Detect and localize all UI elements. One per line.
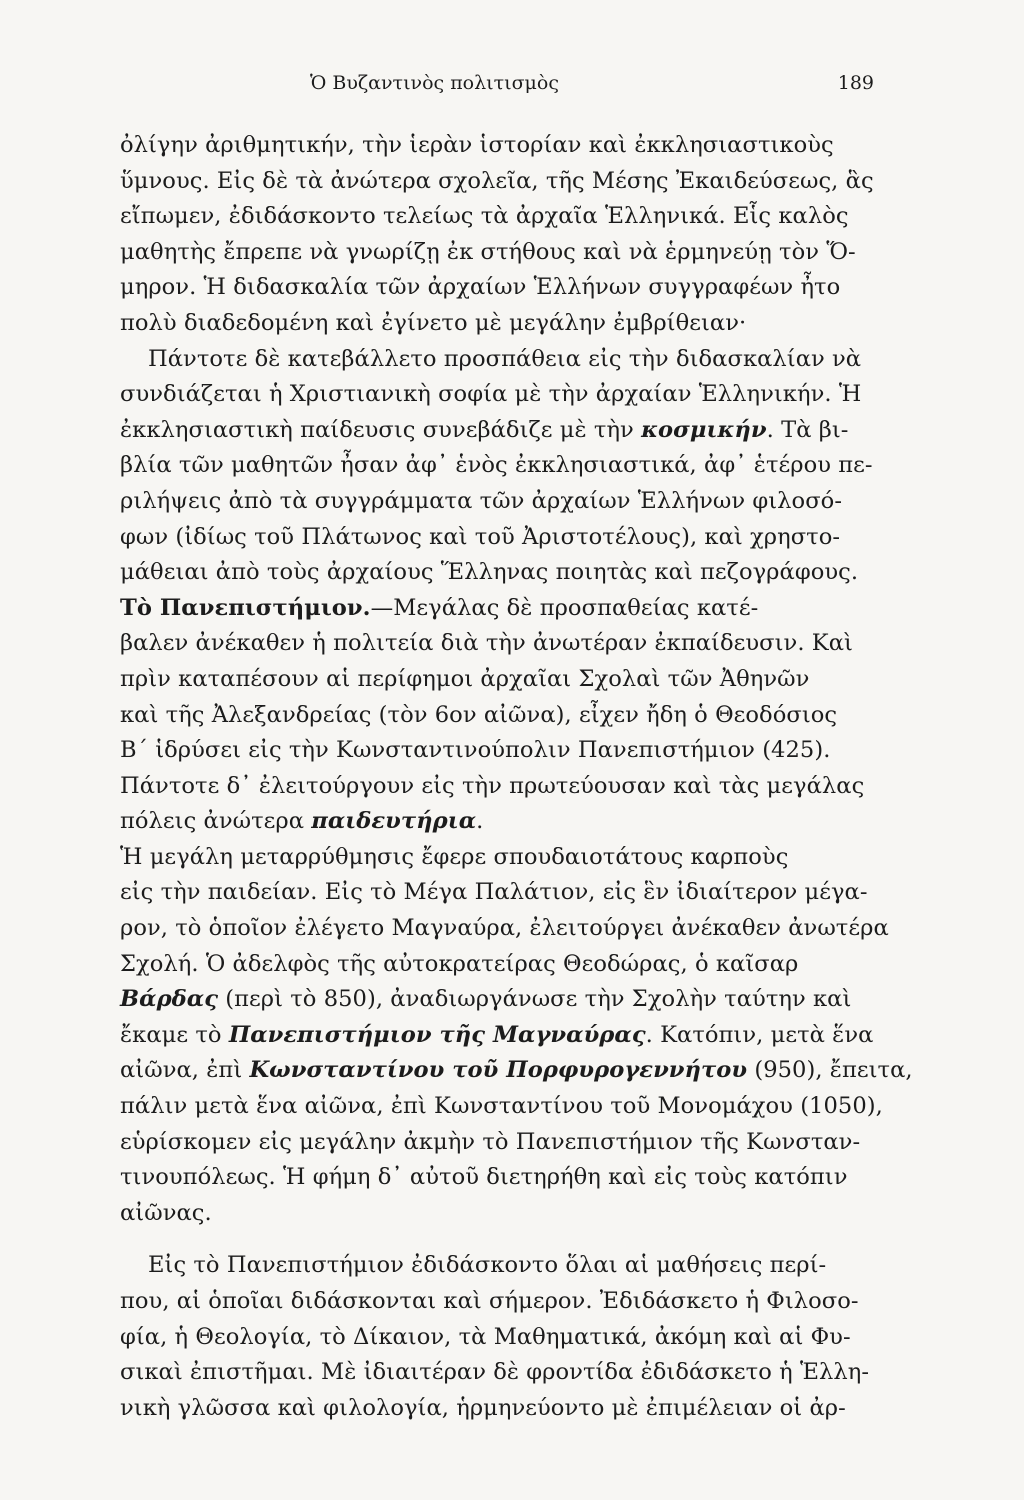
text-line: ἐκκλησιαστικὴ παίδευσις συνεβάδιζε μὲ τὴν κοσμικήν. Τὰ βι- (120, 416, 849, 443)
text-line: Πάντοτε δὲ κατεβάλλετο προσπάθεια εἰς τὴν διδασκαλίαν νὰ (148, 345, 862, 372)
text-line: καὶ τῆς Ἀλεξανδρείας (τὸν 6ον αἰῶνα), εἶχεν ἤδη ὁ Θεοδόσιος (120, 701, 838, 728)
text-line: συνδιάζεται ἡ Χριστιανικὴ σοφία μὲ τὴν ἀρχαίαν Ἑλληνικήν. Ἡ (120, 381, 862, 408)
text-line: πολὺ διαδεδομένη καὶ ἐγίνετο μὲ μεγάλην ἐμβρίθειαν· (120, 309, 747, 336)
text-line: Τὸ Πανεπιστήμιον.—Μεγάλας δὲ προσπαθείας κατέ- (120, 594, 759, 621)
text-line: τινουπόλεως. Ἡ φήμη δ᾽ αὐτοῦ διετηρήθη καὶ εἰς τοὺς κατόπιν (120, 1164, 848, 1191)
text-line: Βάρδας (περὶ τὸ 850), ἀναδιωργάνωσε τὴν Σχολὴν ταύτην καὶ (120, 986, 852, 1013)
text-line: εἴπωμεν, ἐδιδάσκοντο τελείως τὰ ἀρχαῖα Ἑλληνικά. Εἷς καλὸς (120, 203, 849, 230)
text-line: πρὶν καταπέσουν αἱ περίφημοι ἀρχαῖαι Σχολαὶ τῶν Ἀθηνῶν (120, 665, 810, 692)
text-line: εὑρίσκομεν εἰς μεγάλην ἀκμὴν τὸ Πανεπιστήμιον τῆς Κωνσταν- (120, 1128, 861, 1155)
text-line: Β΄ ἱδρύσει εἰς τὴν Κωνσταντινούπολιν Πανεπιστήμιον (425). (120, 737, 831, 764)
text-line: Πάντοτε δ᾽ ἐλειτούργουν εἰς τὴν πρωτεύουσαν καὶ τὰς μεγάλας (120, 772, 865, 799)
text-line: ρον, τὸ ὁποῖον ἐλέγετο Μαγναύρα, ἐλειτούργει ἀνέκαθεν ἀνωτέρα (120, 915, 889, 942)
text-line: αἰῶνας. (120, 1199, 212, 1226)
text-line: μάθειαι ἀπὸ τοὺς ἀρχαίους Ἕλληνας ποιητὰς καὶ πεζογράφους. (120, 559, 859, 586)
emphasis: κοσμικήν (641, 416, 767, 443)
section-heading: Τὸ Πανεπιστήμιον. (120, 594, 371, 621)
emphasis: παιδευτήρια (311, 808, 477, 835)
text-line: Εἰς τὸ Πανεπιστήμιον ἐδιδάσκοντο ὅλαι αἱ μαθήσεις περί- (148, 1252, 827, 1279)
text-line: μηρον. Ἡ διδασκαλία τῶν ἀρχαίων Ἑλλήνων συγγραφέων ἦτο (120, 274, 841, 301)
emphasis: Κωνσταντίνου τοῦ Πορφυρογεννήτου (249, 1057, 748, 1084)
text-line: Σχολή. Ὁ ἀδελφὸς τῆς αὐτοκρατείρας Θεοδώρας, ὁ καῖσαρ (120, 950, 799, 977)
text-line: ὀλίγην ἀριθμητικήν, τὴν ἱερὰν ἱστορίαν καὶ ἐκκλησιαστικοὺς (120, 132, 834, 158)
text-line: σικαὶ ἐπιστῆμαι. Μὲ ἰδιαιτέραν δὲ φροντίδα ἐδιδάσκετο ἡ Ἑλλη- (120, 1359, 870, 1386)
running-title: Ὁ Βυζαντινὸς πολιτισμὸς (310, 72, 559, 94)
running-header (120, 72, 874, 102)
text-line: Ἡ μεγάλη μεταρρύθμησις ἔφερε σπουδαιοτάτους καρποὺς (120, 843, 789, 870)
text-line: νικὴ γλῶσσα καὶ φιλολογία, ἡρμηνεύοντο μὲ ἐπιμέλειαν οἱ ἀρ- (120, 1394, 846, 1421)
text-line: φων (ἰδίως τοῦ Πλάτωνος καὶ τοῦ Ἀριστοτέλους), καὶ χρηστο- (120, 523, 841, 550)
text-line: ὕμνους. Εἰς δὲ τὰ ἀνώτερα σχολεῖα, τῆς Μέσης Ἐκαιδεύσεως, ἃς (120, 167, 874, 194)
text-line: πάλιν μετὰ ἕνα αἰῶνα, ἐπὶ Κωνσταντίνου τοῦ Μονομάχου (1050), (120, 1093, 883, 1120)
text-line: εἰς τὴν παιδείαν. Εἰς τὸ Μέγα Παλάτιον, εἰς ἓν ἰδιαίτερον μέγα- (120, 879, 868, 906)
body-text (120, 128, 913, 1426)
text-line: που, αἱ ὁποῖαι διδάσκονται καὶ σήμερον. Ἐδιδάσκετο ἡ Φιλοσο- (120, 1288, 859, 1314)
text-line: μαθητὴς ἔπρεπε νὰ γνωρίζῃ ἐκ στήθους καὶ νὰ ἑρμηνεύῃ τὸν Ὅ- (120, 238, 856, 265)
text-line: βλία τῶν μαθητῶν ἦσαν ἀφ᾽ ἑνὸς ἐκκλησιαστικά, ἀφ᾽ ἑτέρου πε- (120, 452, 873, 479)
emphasis: Πανεπιστήμιον τῆς Μαγναύρας (228, 1021, 646, 1048)
page-number: 189 (837, 72, 874, 94)
text-line: βαλεν ἀνέκαθεν ἡ πολιτεία διὰ τὴν ἀνωτέραν ἐκπαίδευσιν. Καὶ (120, 630, 853, 657)
text-line: φία, ἡ Θεολογία, τὸ Δίκαιον, τὰ Μαθηματικά, ἀκόμη καὶ αἱ Φυ- (120, 1323, 851, 1350)
text-line: ἔκαμε τὸ Πανεπιστήμιον τῆς Μαγναύρας. Κατόπιν, μετὰ ἕνα (120, 1021, 874, 1048)
text-line: πόλεις ἀνώτερα παιδευτήρια. (120, 808, 484, 835)
text-line: ριλήψεις ἀπὸ τὰ συγγράμματα τῶν ἀρχαίων Ἑλλήνων φιλοσό- (120, 487, 843, 514)
emphasis: Βάρδας (120, 986, 219, 1013)
text-line: αἰῶνα, ἐπὶ Κωνσταντίνου τοῦ Πορφυρογεννήτου (950), ἔπειτα, (120, 1057, 913, 1084)
